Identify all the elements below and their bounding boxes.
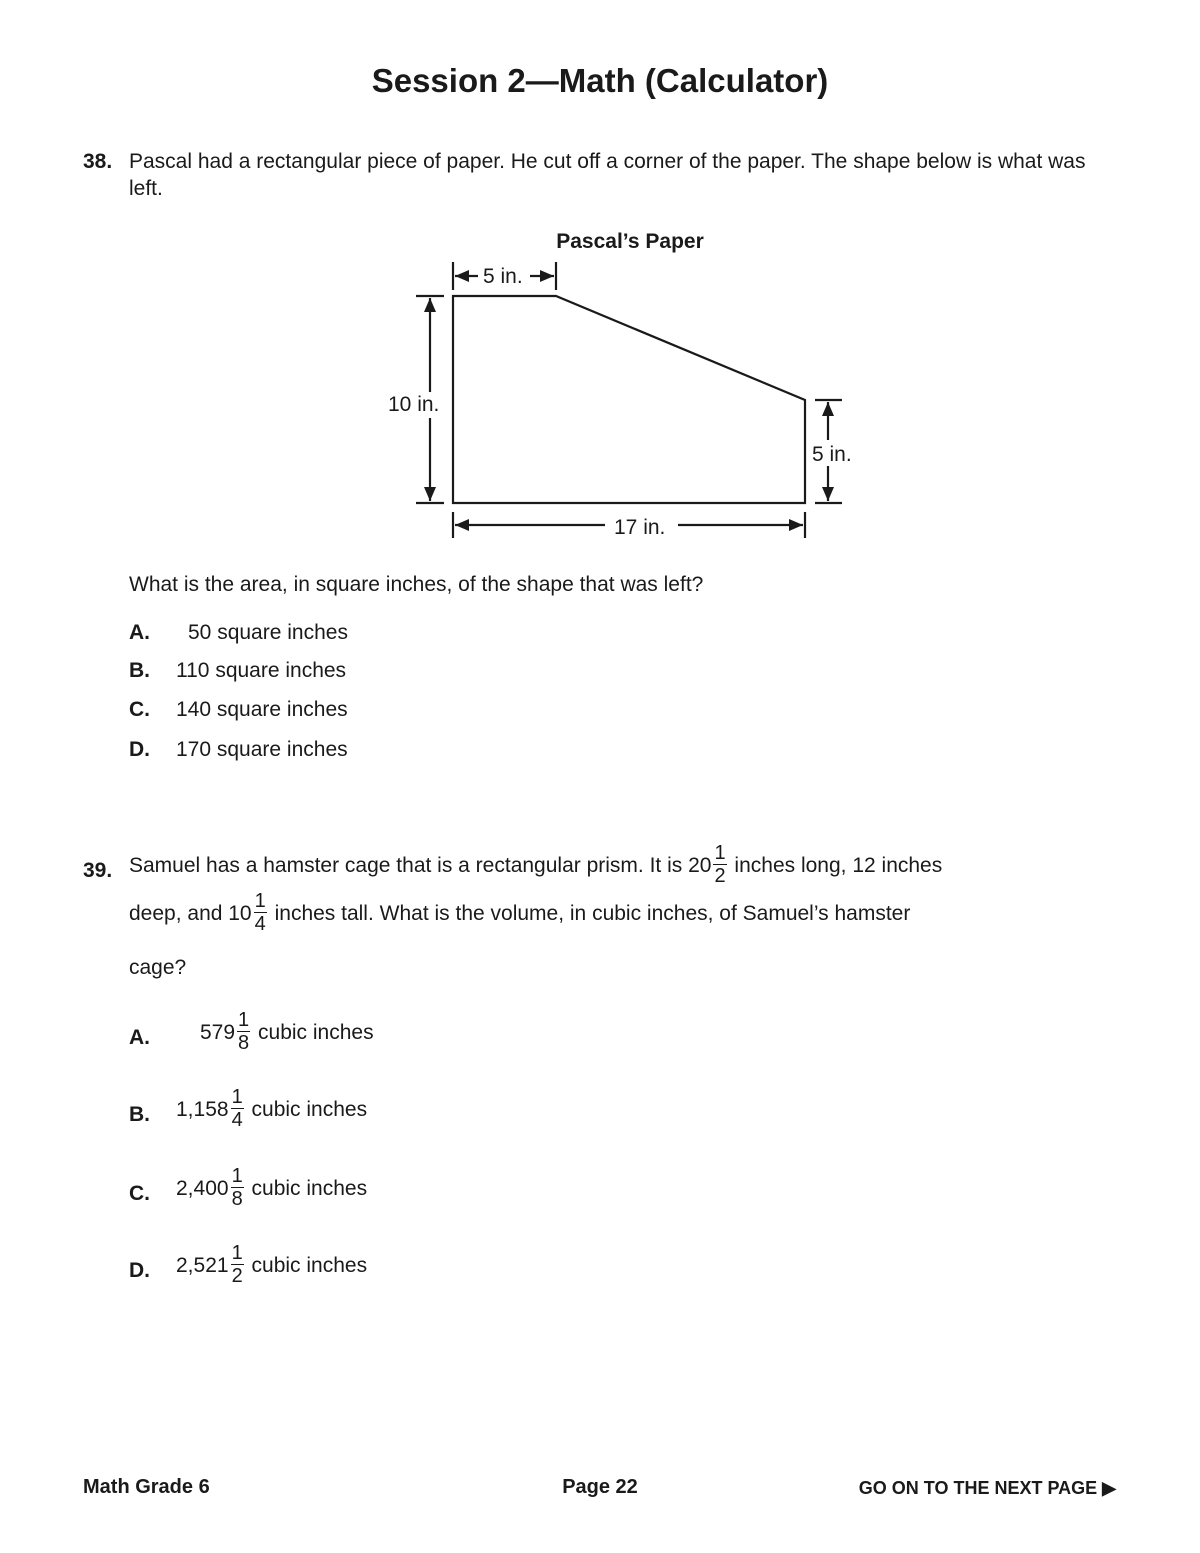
fraction-numerator: 1 bbox=[231, 1086, 243, 1108]
q39-option-c-letter[interactable]: C. bbox=[129, 1182, 150, 1205]
fraction-numerator: 1 bbox=[231, 1165, 243, 1187]
question-38-number: 38. bbox=[83, 150, 113, 173]
q39-length-fraction bbox=[713, 842, 726, 887]
fraction-numerator: 1 bbox=[254, 890, 266, 912]
q39-option-d-letter[interactable]: D. bbox=[129, 1259, 150, 1282]
fraction-denominator: 2 bbox=[714, 865, 726, 887]
q39-line2-text-b: inches tall. What is the volume, in cubic inches, of Samuel’s hamster bbox=[274, 902, 911, 926]
q39-option-d-text[interactable] bbox=[176, 1244, 367, 1289]
footer-page-number: Page 22 bbox=[562, 1476, 638, 1498]
page-title: Session 2—Math (Calculator) bbox=[371, 62, 829, 99]
q38-option-b-text[interactable]: 110 square inches bbox=[176, 659, 347, 682]
pascals-paper-figure bbox=[0, 0, 1200, 560]
option-fraction bbox=[231, 1086, 244, 1131]
question-38-prompt: What is the area, in square inches, of the shape that was left? bbox=[129, 573, 704, 596]
fraction-numerator: 1 bbox=[238, 1009, 250, 1031]
fraction-denominator: 2 bbox=[231, 1265, 243, 1287]
q38-option-d-letter[interactable]: D. bbox=[129, 738, 150, 761]
figure-title: Pascal’s Paper bbox=[556, 230, 704, 253]
q38-option-c-letter[interactable]: C. bbox=[129, 698, 150, 721]
question-38-text: Pascal had a rectangular piece of paper. He cut off a corner of the paper. The shape below is what was left. bbox=[129, 150, 1086, 200]
q39-option-b-text[interactable] bbox=[176, 1088, 367, 1133]
q38-option-c-text[interactable]: 140 square inches bbox=[176, 698, 348, 721]
option-whole: 2,400 bbox=[176, 1177, 229, 1201]
q39-line2-text-a: deep, and 10 bbox=[129, 902, 252, 926]
option-unit: cubic inches bbox=[251, 1098, 368, 1122]
option-unit: cubic inches bbox=[258, 1021, 374, 1045]
label-bottom-width: 17 in. bbox=[614, 516, 666, 539]
fraction-denominator: 8 bbox=[238, 1032, 250, 1054]
q39-option-c-text[interactable] bbox=[176, 1167, 367, 1212]
option-fraction bbox=[231, 1165, 244, 1210]
label-right-height: 5 in. bbox=[812, 443, 852, 466]
q38-option-a-letter[interactable]: A. bbox=[129, 621, 150, 644]
q39-option-b-letter[interactable]: B. bbox=[129, 1103, 150, 1126]
question-39-line-3: cage? bbox=[129, 956, 187, 979]
option-fraction bbox=[237, 1009, 250, 1054]
footer-next-page: GO ON TO THE NEXT PAGE ▶ bbox=[858, 1478, 1116, 1498]
fraction-numerator: 1 bbox=[231, 1242, 243, 1264]
fraction-denominator: 4 bbox=[231, 1109, 243, 1131]
q39-option-a-text[interactable] bbox=[200, 1011, 374, 1056]
q38-option-a-text[interactable]: 50 square inches bbox=[188, 621, 348, 644]
label-top-width: 5 in. bbox=[483, 265, 523, 288]
label-left-height: 10 in. bbox=[388, 393, 440, 416]
question-39-number: 39. bbox=[83, 859, 113, 882]
option-whole: 1,158 bbox=[176, 1098, 229, 1122]
fraction-denominator: 4 bbox=[254, 913, 266, 935]
option-whole: 579 bbox=[200, 1021, 236, 1045]
option-fraction bbox=[231, 1242, 244, 1287]
question-39-line-2 bbox=[129, 892, 910, 937]
q38-option-d-text[interactable]: 170 square inches bbox=[176, 738, 348, 761]
option-whole: 2,521 bbox=[176, 1254, 229, 1278]
q39-line1-text-b: inches long, 12 inches bbox=[734, 854, 943, 878]
footer-subject: Math Grade 6 bbox=[83, 1476, 210, 1498]
q38-option-b-letter[interactable]: B. bbox=[129, 659, 150, 682]
option-unit: cubic inches bbox=[251, 1254, 368, 1278]
fraction-numerator: 1 bbox=[714, 842, 726, 864]
q39-height-fraction bbox=[254, 890, 267, 935]
option-unit: cubic inches bbox=[251, 1177, 368, 1201]
paper-shape bbox=[453, 296, 805, 503]
fraction-denominator: 8 bbox=[231, 1188, 243, 1210]
question-39-line-1 bbox=[129, 844, 942, 889]
q39-option-a-letter[interactable]: A. bbox=[129, 1026, 150, 1049]
q39-line1-text-a: Samuel has a hamster cage that is a rectangular prism. It is 20 bbox=[129, 854, 712, 878]
